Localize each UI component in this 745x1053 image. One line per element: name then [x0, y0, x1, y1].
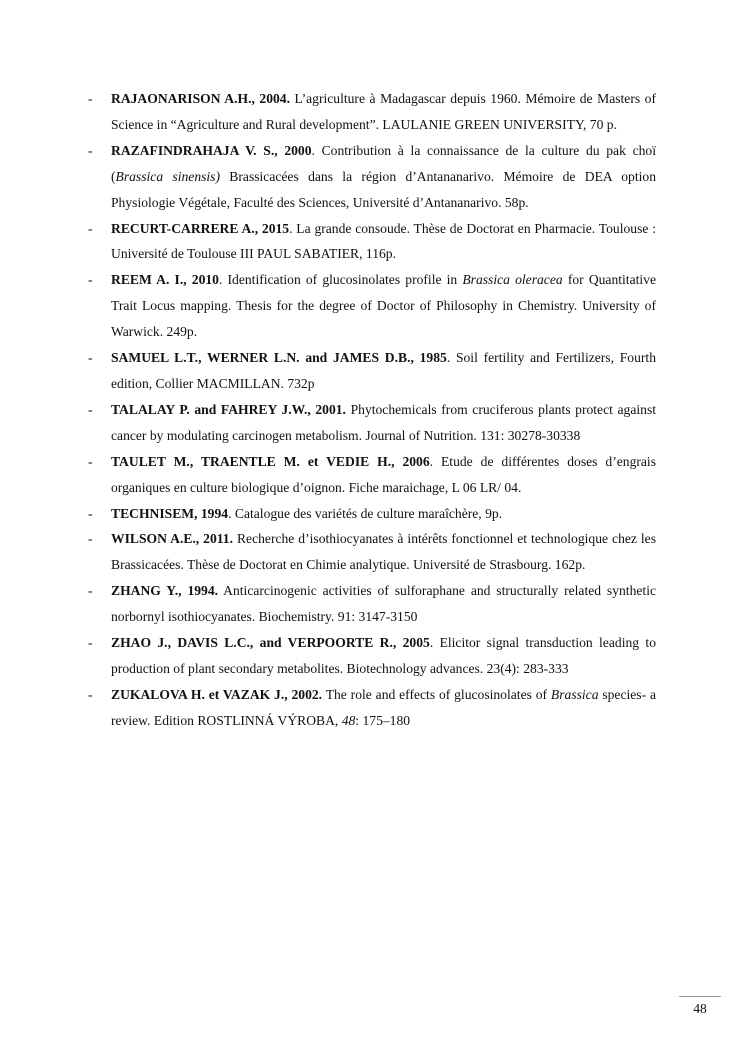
reference-author: TAULET M., TRAENTLE M. et VEDIE H., 2006 — [111, 453, 430, 469]
reference-item — [88, 526, 656, 578]
species-name: Brassica oleracea — [462, 272, 563, 288]
reference-text: . Etude de différentes doses d’engrais organiques en culture biologique d’oignon. Fiche maraichage, L 06 LR/ 04. — [111, 453, 656, 495]
reference-author: ZHANG Y., 1994. — [111, 583, 219, 599]
reference-text: Recherche d’isothiocyanates à intérêts fonctionnel et technologique chez les Brassicacées. Thèse de Doctorat en Chimie analytique. Université de Strasbourg. 162p. — [111, 531, 656, 573]
species-name: Brassica — [550, 686, 599, 702]
reference-item — [88, 345, 656, 397]
reference-item — [88, 138, 656, 216]
list-dash: - — [88, 401, 93, 417]
list-dash: - — [88, 220, 93, 236]
list-dash: - — [88, 453, 93, 469]
species-name: Brassica sinensis) — [115, 168, 220, 184]
list-dash: - — [88, 505, 93, 521]
reference-author: SAMUEL L.T., WERNER L.N. and JAMES D.B., 1985 — [111, 350, 447, 366]
reference-item — [88, 449, 656, 501]
list-dash: - — [88, 583, 93, 599]
list-dash: - — [88, 531, 93, 547]
list-dash: - — [88, 272, 93, 288]
reference-author: RAJAONARISON A.H., 2004. — [111, 91, 290, 106]
reference-author: WILSON A.E., 2011. — [111, 531, 234, 547]
volume-number: 48 — [341, 712, 356, 728]
reference-author: TALALAY P. and FAHREY J.W., 2001. — [111, 401, 346, 417]
reference-author: ZHAO J., DAVIS L.C., and VERPOORTE R., 2005 — [111, 635, 430, 651]
reference-item — [88, 397, 656, 449]
reference-author: RECURT-CARRERE A., 2015 — [111, 220, 290, 236]
reference-text: Brassicacées dans la région d’Antananarivo. Mémoire de DEA option Physiologie Végétale, Faculté des Sciences, Université d’Antananarivo. 58p. — [111, 168, 656, 210]
reference-text: . Catalogue des variétés de culture maraîchère, 9p. — [228, 505, 503, 521]
reference-text: . La grande consoude. Thèse de Doctorat en Pharmacie. Toulouse : Université de Toulouse III PAUL SABATIER, 116p. — [111, 220, 656, 262]
reference-text: . Contribution à la connaissance de la culture du pak choï ( — [111, 142, 656, 184]
list-dash: - — [88, 91, 93, 106]
reference-text: L’agriculture à Madagascar depuis 1960. Mémoire de Masters of Science in “Agriculture and Rural development”. LAULANIE GREEN UNIVERSITY, 70 p. — [111, 91, 657, 132]
reference-list — [88, 86, 656, 734]
page-number: 48 — [693, 1001, 707, 1016]
reference-author: REEM A. I., 2010 — [111, 272, 219, 288]
reference-item — [88, 501, 656, 527]
reference-author: TECHNISEM, 1994 — [111, 505, 229, 521]
reference-text: species- a review. Edition ROSTLINNÁ VÝROBA, — [111, 686, 657, 728]
list-dash: - — [88, 635, 93, 651]
reference-text: . Soil fertility and Fertilizers, Fourth edition, Collier MACMILLAN. 732p — [111, 350, 656, 391]
reference-item — [88, 578, 656, 630]
reference-item — [88, 216, 656, 268]
list-dash: - — [88, 686, 93, 702]
footer-divider — [679, 996, 721, 997]
reference-item — [88, 682, 656, 734]
list-dash: - — [88, 350, 93, 366]
reference-author: ZUKALOVA H. et VAZAK J., 2002. — [111, 686, 323, 702]
reference-item — [88, 86, 656, 138]
reference-item — [88, 630, 656, 682]
reference-author: RAZAFINDRAHAJA V. S., 2000 — [111, 142, 312, 158]
reference-text: for Quantitative Trait Locus mapping. Thesis for the degree of Doctor of Philosophy in Chemistry. University of Warwick. 249p. — [111, 272, 657, 340]
reference-text: : 175–180 — [355, 712, 411, 728]
reference-text: Anticarcinogenic activities of sulforaphane and structurally related synthetic norbornyl isothiocyanates. Biochemistry. 91: 3147-3150 — [111, 583, 657, 625]
list-dash: - — [88, 142, 93, 158]
reference-text: . Identification of glucosinolates profile in — [218, 272, 463, 288]
reference-text: . Elicitor signal transduction leading to production of plant secondary metabolites. Biotechnology advances. 23(4): 283-333 — [111, 635, 656, 676]
reference-text: The role and effects of glucosinolates of — [322, 686, 551, 702]
reference-text: Phytochemicals from cruciferous plants protect against cancer by modulating carcinogen metabolism. Journal of Nutrition. 131: 30278-30338 — [111, 401, 657, 443]
reference-item — [88, 267, 656, 345]
